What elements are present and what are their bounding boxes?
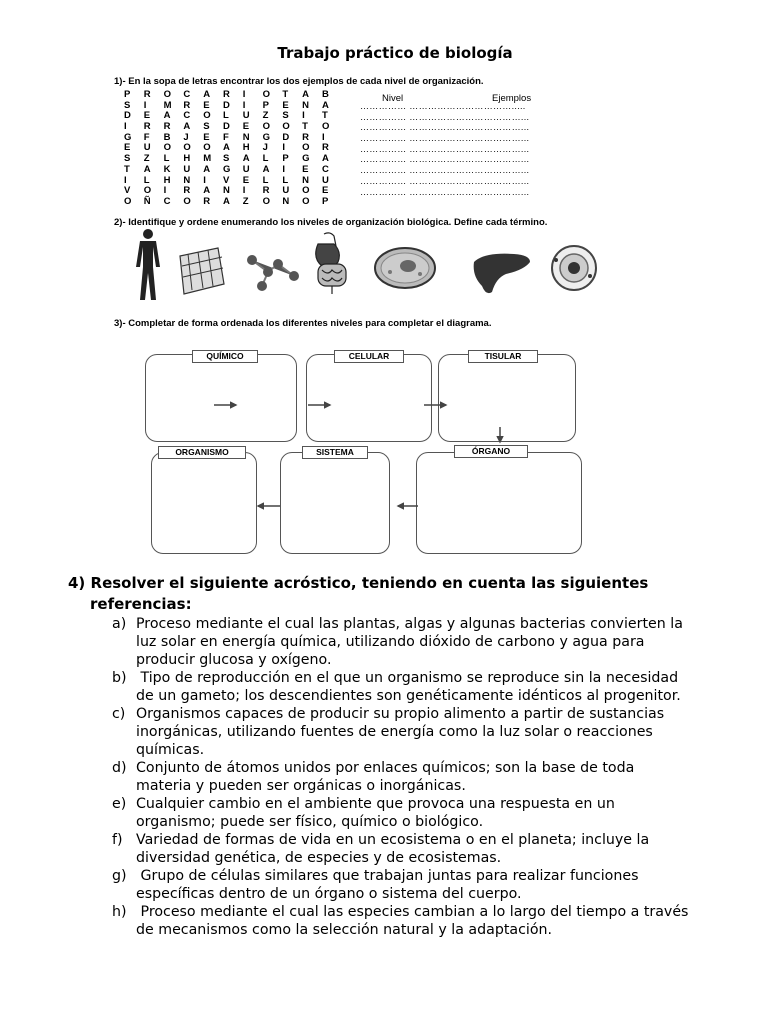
reference-item xyxy=(68,759,728,795)
item-letter: b) xyxy=(112,670,127,686)
grid-letter: O xyxy=(282,121,290,133)
grid-letter: C xyxy=(163,195,171,207)
grid-letter: E xyxy=(143,110,151,122)
grid-letter: N xyxy=(302,174,310,186)
grid-letter: O xyxy=(302,185,310,197)
question-1: 1)- En la sopa de letras encontrar los dos ejemplos de cada nivel de organización. xyxy=(114,76,484,87)
grid-letter: O xyxy=(302,195,310,207)
reference-item xyxy=(68,867,728,903)
item-letter: a) xyxy=(112,616,127,632)
grid-letter: A xyxy=(222,195,230,207)
grid-letter: L xyxy=(282,174,289,186)
grid-letter: R xyxy=(262,185,270,197)
item-text-line: producir glucosa y oxígeno. xyxy=(136,652,332,668)
grid-letter: Z xyxy=(143,153,150,165)
item-text-line: Organismos capaces de producir su propio alimento a partir de sustancias xyxy=(136,706,665,722)
grid-letter: I xyxy=(242,185,246,197)
reference-item xyxy=(68,705,728,759)
item-letter: c) xyxy=(112,706,126,722)
grid-letter: D xyxy=(222,121,230,133)
grid-letter: T xyxy=(321,110,328,122)
grid-letter: A xyxy=(163,110,171,122)
answer-line: …………… ………………………………... xyxy=(360,122,530,133)
item-text-line: Cualquier cambio en el ambiente que provoca una respuesta en un xyxy=(136,796,615,812)
grid-letter: I xyxy=(203,174,206,186)
item-letter: f) xyxy=(112,832,123,848)
reference-item xyxy=(68,795,728,831)
grid-letter: S xyxy=(203,121,210,133)
grid-letter: V xyxy=(124,185,131,197)
grid-letter: E xyxy=(242,174,250,186)
label-sistema: SISTEMA xyxy=(302,446,368,459)
grid-letter: U xyxy=(242,110,250,122)
item-text-line: de mecanismos como la selección natural y la adaptación. xyxy=(136,922,553,938)
grid-letter: A xyxy=(203,185,211,197)
grid-letter: E xyxy=(203,131,210,143)
grid-letter: V xyxy=(222,174,230,186)
grid-letter: I xyxy=(242,89,246,100)
grid-letter: O xyxy=(302,142,310,154)
item-text-line: Grupo de células similares que trabajan juntas para realizar funciones xyxy=(136,868,639,884)
grid-letter: R xyxy=(302,131,310,143)
grid-letter: B xyxy=(321,89,329,100)
grid-letter: A xyxy=(143,163,151,175)
grid-letter: S xyxy=(282,110,289,122)
grid-letter: O xyxy=(203,142,211,154)
answer-line: …………… ………………………………... xyxy=(360,175,530,186)
grid-letter: C xyxy=(321,163,329,175)
section-4 xyxy=(68,573,728,939)
acrostic-references xyxy=(68,615,728,939)
label-organo: ÓRGANO xyxy=(454,445,528,458)
grid-letter: I xyxy=(143,99,147,111)
answer-line: …………… ………………………………... xyxy=(360,154,530,165)
grid-letter: A xyxy=(183,121,191,133)
label-quimico: QUÍMICO xyxy=(192,350,258,363)
grid-letter: I xyxy=(124,121,127,133)
grid-letter: S xyxy=(124,99,131,111)
item-letter: d) xyxy=(112,760,127,776)
answer-line: …………… ………………………………... xyxy=(360,143,530,154)
answer-line: …………… ………………………………... xyxy=(360,111,530,122)
item-text-line: Proceso mediante el cual las plantas, algas y algunas bacterias convierten la xyxy=(136,616,683,632)
grid-letter: G xyxy=(302,153,310,165)
grid-letter: R xyxy=(163,121,171,133)
grid-letter: P xyxy=(282,153,289,165)
grid-letter: C xyxy=(183,89,191,100)
answer-line: …………… ………………………………... xyxy=(360,165,530,176)
grid-letter: R xyxy=(321,142,329,154)
grid-letter: P xyxy=(321,195,329,207)
item-text-line: materia y pueden ser orgánicas o inorgánicas. xyxy=(136,778,466,794)
grid-letter: B xyxy=(163,131,171,143)
grid-letter: O xyxy=(262,195,270,207)
grid-letter: F xyxy=(143,131,150,143)
grid-letter: O xyxy=(183,142,191,154)
item-text-line: de un gameto; los descendientes son genéticamente idénticos al progenitor. xyxy=(136,688,681,704)
grid-letter: R xyxy=(183,99,191,111)
grid-letter: D xyxy=(222,99,230,111)
grid-letter: G xyxy=(124,131,132,143)
label-tisular: TISULAR xyxy=(468,350,538,363)
item-text-line: Variedad de formas de vida en un ecosistema o en el planeta; incluye la xyxy=(136,832,650,848)
grid-letter: J xyxy=(262,142,268,154)
reference-item xyxy=(68,903,728,939)
grid-letter: K xyxy=(163,163,171,175)
item-text-line: diversidad genética, de especies y de ecosistemas. xyxy=(136,850,502,866)
grid-letter: N xyxy=(242,131,250,143)
page-title: Trabajo práctico de biología xyxy=(277,44,513,62)
item-text-line: luz solar en energía química, utilizando dióxido de carbono y agua para xyxy=(136,634,645,650)
grid-letter: U xyxy=(321,174,329,186)
grid-letter: N xyxy=(222,185,230,197)
grid-letter: E xyxy=(203,99,210,111)
grid-letter: D xyxy=(282,131,290,143)
worksheet-image xyxy=(108,70,614,560)
grid-letter: A xyxy=(262,163,270,175)
grid-letter: A xyxy=(321,153,329,165)
label-celular: CELULAR xyxy=(334,350,404,363)
grid-letter: H xyxy=(163,174,171,186)
grid-letter: E xyxy=(124,142,131,154)
grid-letter: U xyxy=(183,163,191,175)
grid-letter: M xyxy=(203,153,212,165)
grid-letter: O xyxy=(124,195,132,207)
grid-letter: E xyxy=(242,121,250,133)
grid-letter: H xyxy=(183,153,191,165)
item-text-line: Tipo de reproducción en el que un organismo se reproduce sin la necesidad xyxy=(136,670,679,686)
grid-letter: I xyxy=(302,110,305,122)
grid-letter: A xyxy=(203,163,211,175)
item-text-line: químicas. xyxy=(136,742,205,758)
grid-letter: L xyxy=(163,153,170,165)
grid-letter: J xyxy=(183,131,189,143)
item-letter: h) xyxy=(112,904,127,920)
question-3: 3)- Completar de forma ordenada los diferentes niveles para completar el diagrama. xyxy=(114,318,492,329)
grid-letter: P xyxy=(124,89,131,100)
grid-letter: S xyxy=(124,153,131,165)
answer-line: …………… ………………………………... xyxy=(360,186,530,197)
grid-letter: R xyxy=(143,89,151,100)
header-ejemplos: Ejemplos xyxy=(492,93,532,104)
grid-letter: O xyxy=(262,121,270,133)
grid-letter: A xyxy=(302,89,310,100)
grid-letter: R xyxy=(203,195,211,207)
grid-letter: L xyxy=(262,174,269,186)
label-organismo: ORGANISMO xyxy=(158,446,246,459)
grid-letter: E xyxy=(282,99,289,111)
grid-letter: S xyxy=(222,153,230,165)
grid-letter: O xyxy=(203,110,211,122)
grid-letter: Z xyxy=(242,195,249,207)
grid-letter: I xyxy=(282,163,286,175)
grid-letter: R xyxy=(222,89,230,100)
grid-letter: E xyxy=(302,163,309,175)
grid-letter: T xyxy=(282,89,289,100)
grid-letter: H xyxy=(242,142,250,154)
grid-letter: U xyxy=(282,185,290,197)
grid-letter: G xyxy=(222,163,231,175)
grid-letter: D xyxy=(124,110,131,122)
grid-letter: L xyxy=(262,153,269,165)
grid-letter: A xyxy=(203,89,211,100)
grid-letter: O xyxy=(183,195,191,207)
grid-letter: O xyxy=(163,89,171,100)
grid-letter: O xyxy=(143,185,152,197)
grid-letter: I xyxy=(242,99,246,111)
grid-letter: O xyxy=(262,89,270,100)
grid-letter: M xyxy=(163,99,172,111)
grid-letter: A xyxy=(242,153,250,165)
grid-letter: T xyxy=(124,163,130,175)
grid-letter: I xyxy=(321,131,325,143)
grid-letter: F xyxy=(222,131,229,143)
item-text-line: Proceso mediante el cual las especies cambian a lo largo del tiempo a través xyxy=(136,904,689,920)
grid-letter: G xyxy=(262,131,270,143)
grid-letter: I xyxy=(282,142,286,154)
reference-item xyxy=(68,669,728,705)
item-text-line: organismo; puede ser físico, químico o biológico. xyxy=(136,814,484,830)
grid-letter: P xyxy=(262,99,269,111)
grid-letter: I xyxy=(163,185,167,197)
reference-item xyxy=(68,831,728,867)
item-text-line: específicas dentro de un órgano o sistema del cuerpo. xyxy=(136,886,522,902)
grid-letter: Ñ xyxy=(143,195,151,207)
grid-letter: C xyxy=(183,110,191,122)
grid-letter: I xyxy=(124,174,127,186)
grid-letter: E xyxy=(321,185,329,197)
answer-line: …………… ……………………………..... xyxy=(360,101,526,111)
grid-letter: Z xyxy=(262,110,269,122)
grid-letter: A xyxy=(321,99,329,111)
grid-letter: O xyxy=(321,121,330,133)
grid-letter: U xyxy=(143,142,151,154)
grid-letter: A xyxy=(222,142,230,154)
grid-letter: U xyxy=(242,163,250,175)
header-nivel: Nivel xyxy=(382,93,404,104)
diagram-arrows xyxy=(108,70,614,560)
grid-letter: N xyxy=(302,99,310,111)
question-2: 2)- Identifique y ordene enumerando los niveles de organización biológica. Define cada término. xyxy=(114,217,548,228)
grid-letter: L xyxy=(143,174,150,186)
item-letter: g) xyxy=(112,868,127,884)
answer-line: …………… ………………………………... xyxy=(360,133,530,144)
grid-letter: R xyxy=(183,185,191,197)
grid-letter: N xyxy=(183,174,191,186)
grid-letter: O xyxy=(163,142,171,154)
grid-letter: R xyxy=(143,121,151,133)
section-4-title: 4) Resolver el siguiente acróstico, teniendo en cuenta las siguientes referencias: xyxy=(68,574,649,613)
reference-item xyxy=(68,615,728,669)
grid-letter: T xyxy=(302,121,308,133)
item-text-line: inorgánicas, utilizando fuentes de energía como la luz solar o reacciones xyxy=(136,724,653,740)
item-text-line: Conjunto de átomos unidos por enlaces químicos; son la base de toda xyxy=(136,760,635,776)
grid-letter: L xyxy=(222,110,229,122)
grid-letter: N xyxy=(282,195,290,207)
item-letter: e) xyxy=(112,796,127,812)
